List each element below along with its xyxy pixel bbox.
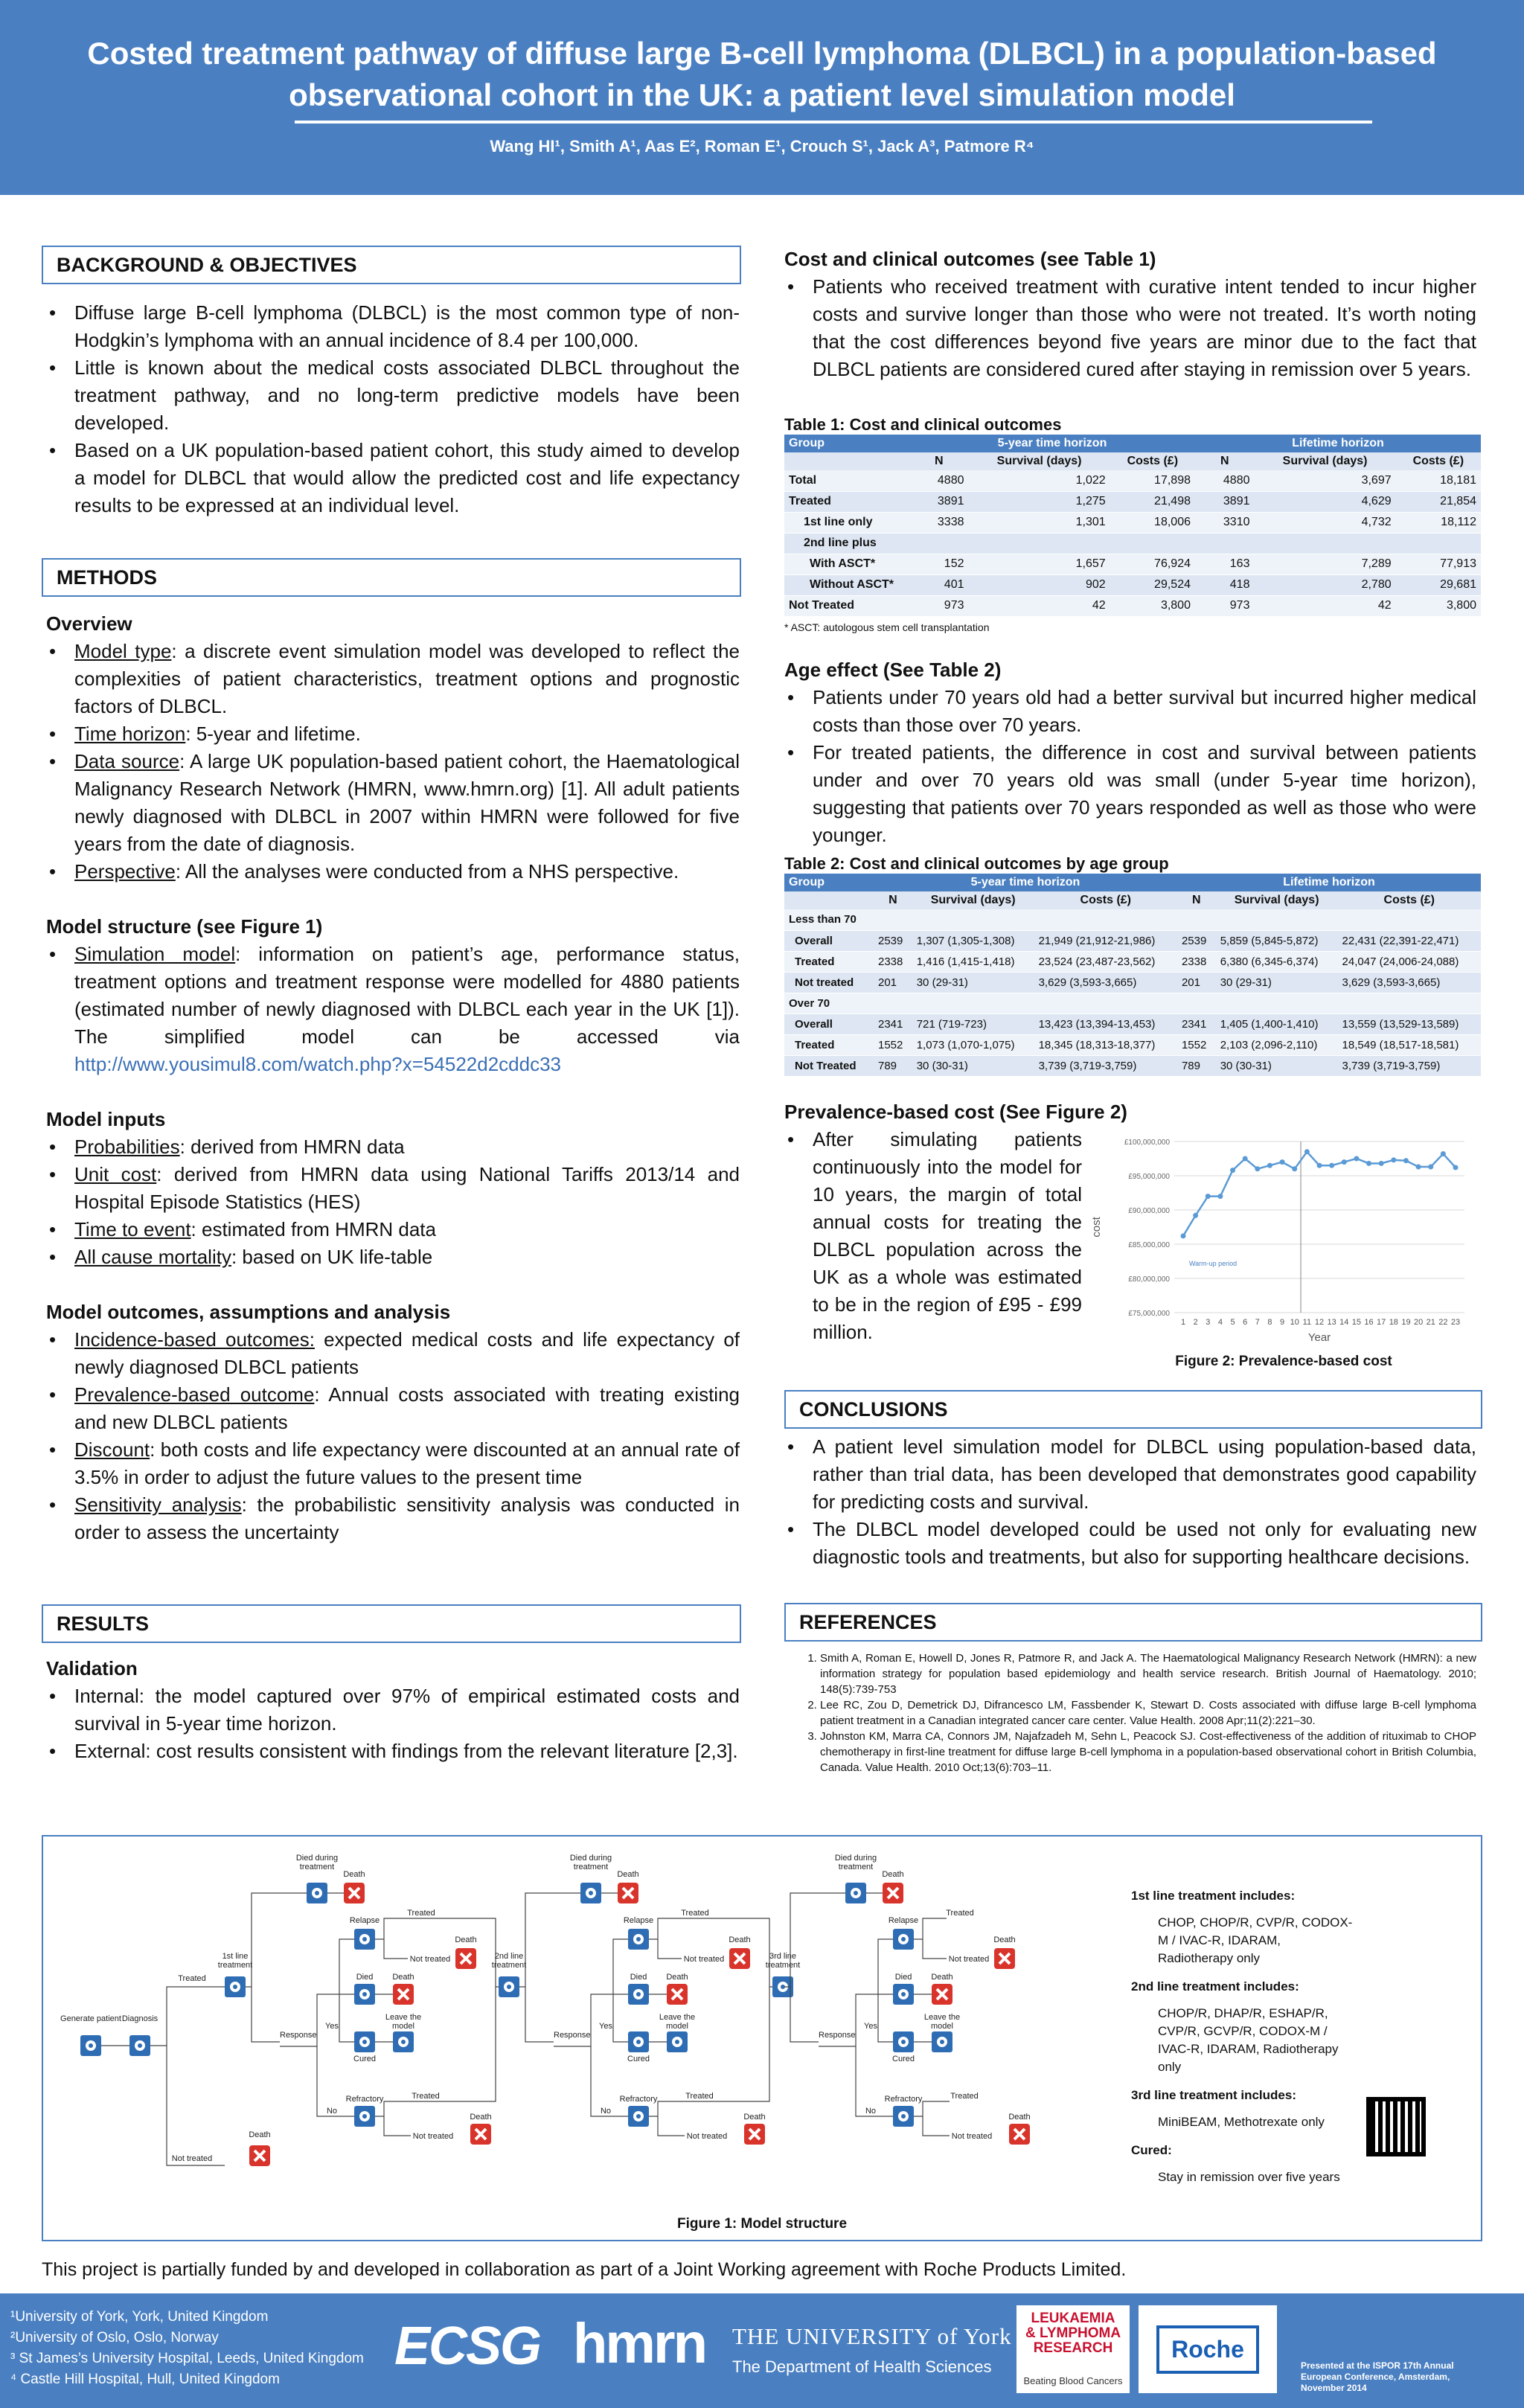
refractory-icon — [628, 2106, 649, 2127]
flow-connector — [384, 2116, 411, 2136]
flow-label: Death — [993, 1935, 1016, 1944]
cured-icon — [893, 2031, 914, 2052]
x-tick-label: 13 — [1327, 1318, 1336, 1327]
figure1-caption: Figure 1: Model structure — [676, 2216, 848, 2232]
x-tick-label: 7 — [1255, 1318, 1260, 1327]
outcome-item: • Discount: both costs and life expectancy were discounted at an annual rate of 3.5% in order to adjust the future values to the present time — [46, 1436, 740, 1491]
flow-label: Treated — [946, 1909, 974, 1918]
flow-label: Death — [455, 1935, 477, 1944]
x-tick-label: 18 — [1389, 1318, 1398, 1327]
data-point — [1255, 1166, 1260, 1171]
background-bullet: • Little is known about the medical costs associated DLBCL throughout the treatment pathway, and no long-term predictive models have been developed. — [46, 354, 740, 437]
data-point — [1441, 1151, 1446, 1156]
next-line-icon — [499, 1976, 519, 1997]
x-tick-label: 6 — [1243, 1318, 1248, 1327]
simulation-link[interactable]: http://www.yousimul8.com/watch.php?x=54522d2cddc33 — [74, 1053, 561, 1075]
flow-label: Response — [280, 2031, 317, 2040]
affiliation: ¹University of York, York, United Kingdom — [10, 2309, 269, 2325]
structure-item: • Simulation model: information on patient’s age, performance status, treatment options and treatment response were modelled for 4880 patients (estimated number of newly diagnosed with DLBCL each year in the UK [1]). The simplified model can be accessed via http://www.yousimul8.com/watch.php?x=54522d2cddc33 — [46, 941, 740, 1078]
inputs-title: Model inputs — [46, 1108, 166, 1130]
reference-item: 2. Lee RC, Zou D, Demetrick DJ, Difrancesco LM, Fassbender K, Stewart D. Costs associated with diffuse large B-cell lymphoma patient treatment in a Canadian integrated cancer care center. Value Health. 2008 Apr;11(2):221–30. — [820, 1697, 1476, 1729]
flow-connector — [375, 1918, 408, 1939]
prevalence-chart — [1085, 1127, 1482, 1350]
flow-label: Died during — [295, 1854, 339, 1863]
relapse-icon — [354, 1929, 375, 1950]
legend-text: CHOP, CHOP/R, CVP/R, CODOX-M / IVAC-R, IDARAM, Radiotherapy only — [1158, 1915, 1353, 1965]
result-bullet: • Internal: the model captured over 97% of empirical estimated costs and survival in 5-year time horizon. — [46, 1682, 740, 1738]
flow-label: Cured — [627, 2055, 650, 2063]
x-tick-label: 4 — [1217, 1318, 1223, 1327]
flow-connector — [878, 1939, 893, 1994]
affiliation: ⁴ Castle Hill Hospital, Hull, United Kingdom — [10, 2372, 280, 2387]
death-icon — [932, 1984, 952, 2005]
treatment-icon — [580, 1883, 601, 1903]
y-axis-label: cost — [1090, 1217, 1103, 1237]
y-tick-label: £75,000,000 — [1128, 1310, 1170, 1318]
y-tick-label: £90,000,000 — [1128, 1207, 1170, 1215]
y-tick-label: £85,000,000 — [1128, 1241, 1170, 1249]
flow-connector — [685, 1987, 769, 2101]
reference-item: 3. Johnston KM, Marra CA, Connors JM, Najafzadeh M, Sehn L, Peacock SJ. Cost-effectiveness of the addition of rituximab to CHOP chemotherapy in first-line treatment for diffuse large B-cell lymphoma in a population-based observational cohort in British Columbia, Canada. Value Health. 2010 Oct;13(6):703–11. — [820, 1729, 1476, 1775]
flow-connector — [375, 2101, 411, 2116]
outcomes-title: Model outcomes, assumptions and analysis — [46, 1301, 451, 1323]
x-tick-label: 21 — [1426, 1318, 1435, 1327]
table1-caption: Table 1: Cost and clinical outcomes — [784, 415, 1062, 434]
header-rule — [295, 121, 1372, 124]
data-point — [1428, 1165, 1433, 1170]
table2-row: Overall 2539 1,307 (1,305-1,308) 21,949 (21,912-21,986) 2539 5,859 (5,845-5,872) 22,431 (22,391-22,471) — [784, 930, 1481, 951]
flow-label: 2nd line — [494, 1952, 524, 1961]
prevalence-bullet: • After simulating patients continuously into the model for 10 years, the margin of total annual costs for treating the DLBCL population across the UK as a whole was estimated to be in the region of £95 - £99 million. — [784, 1126, 1082, 1346]
leave-model-icon — [667, 2031, 688, 2052]
x-tick-label: 10 — [1290, 1318, 1299, 1327]
flow-label: Relapse — [623, 1916, 654, 1925]
flow-label: Died — [356, 1973, 374, 1982]
table-2: Table 2: Cost and clinical outcomes by age group Group 5-year time horizon Lifetime horizon N Survival (days) Costs (£) N Survival (days) Costs (£) Less than 70 Overall 2539 1,307 (1,305-1,308) 21,949 (21,912-21,986) 2539 5,859 (5,845-5,872) 22,431 (22,391-22,471) Treated 2338 1,416 (1,415-1,418) 23,524 (23,487-23,562) 2338 6,380 (6,345-6,374) 24,047 (24,006-24,088) Not treated 201 30 (29-31) 3,629 (3,593-3,665) 201 30 (29-31) 3,629 (3,593-3,665) Over 70 Overall 2341 721 (719-723) 13,423 (13,394-13,453) 2341 1,405 (1,400-1,410) 13,559 (13,529-13,589) Treated 1552 1,073 (1,070-1,075) 18,345 (18,313-18,377) 1552 2,103 (2,096-2,110) 18,549 (18,517-18,581) Not Treated 789 30 (30-31) 3,739 (3,719-3,759) 789 30 (30-31) 3,739 (3,719-3,759) — [784, 854, 1481, 1077]
died-icon — [354, 1984, 375, 2005]
age-title: Age effect (See Table 2) — [784, 659, 1002, 681]
flow-label: Treated — [412, 2092, 440, 2101]
flow-label: 3rd line — [769, 1952, 797, 1961]
flow-label: 1st line — [222, 1952, 249, 1961]
x-tick-label: 8 — [1267, 1318, 1272, 1327]
input-item: • Time to event: estimated from HMRN data — [46, 1216, 740, 1243]
age-bullet: • Patients under 70 years old had a better survival but incurred higher medical costs than those over 70 years. — [784, 684, 1476, 739]
funding-statement: This project is partially funded by and developed in collaboration as part of a Joint Working agreement with Roche Products Limited. — [42, 2259, 1127, 2280]
figure-2 — [1085, 1127, 1482, 1374]
data-point — [1193, 1213, 1198, 1218]
data-point — [1354, 1156, 1359, 1162]
data-point — [1230, 1168, 1235, 1173]
flow-connector — [252, 1987, 280, 2042]
flow-label: Treated — [950, 2092, 979, 2101]
flow-label: treatment — [765, 1961, 801, 1970]
flow-label: Died during — [569, 1854, 612, 1863]
death-icon — [393, 1984, 414, 2005]
conclusion-bullet: • The DLBCL model developed could be used not only for evaluating new diagnostic tools and treatments, but also for supporting healthcare decisions. — [784, 1516, 1476, 1571]
methods-heading: METHODS — [42, 558, 741, 597]
flow-label: Death — [249, 2130, 271, 2139]
y-tick-label: £80,000,000 — [1128, 1275, 1170, 1284]
table1-footnote: * ASCT: autologous stem cell transplantation — [784, 621, 990, 633]
results-text — [46, 1655, 740, 1765]
death-icon — [344, 1883, 365, 1903]
legend-text: CHOP/R, DHAP/R, ESHAP/R, CVP/R, GCVP/R, CODOX-M / IVAC-R, IDARAM, Radiotherapy only — [1158, 2006, 1339, 2074]
data-point — [1217, 1194, 1223, 1199]
x-tick-label: 9 — [1280, 1318, 1285, 1327]
flow-label: Cured — [892, 2055, 915, 2063]
flow-connector — [150, 1987, 225, 2046]
data-point — [1206, 1194, 1211, 1199]
legend-text: Stay in remission over five years — [1158, 2170, 1340, 2184]
flow-label: Yes — [864, 2022, 877, 2031]
flow-connector — [649, 1918, 682, 1939]
roche-logo: Roche — [1139, 2305, 1277, 2393]
x-tick-label: 22 — [1438, 1318, 1448, 1327]
flow-connector — [339, 1939, 354, 1994]
x-tick-label: 16 — [1364, 1318, 1374, 1327]
treatment-icon — [845, 1883, 866, 1903]
flow-label: Death — [470, 2113, 492, 2122]
legend-title: 1st line treatment includes: — [1131, 1889, 1296, 1903]
flow-connector — [525, 1987, 554, 2042]
flow-label: Death — [343, 1870, 365, 1879]
flow-label: Death — [666, 1973, 688, 1982]
flow-label: No — [326, 2107, 338, 2116]
flow-connector — [856, 2046, 878, 2116]
background-bullet: • Diffuse large B-cell lymphoma (DLBCL) is the most common type of non-Hodgkin’s lymphoma with an annual incidence of 8.4 per 100,000. — [46, 299, 740, 354]
first-line-icon — [225, 1976, 246, 1997]
flow-connector — [878, 1994, 893, 2042]
flow-label: treatment — [491, 1961, 527, 1970]
flow-label: Death — [392, 1973, 414, 1982]
death-icon — [994, 1948, 1015, 1969]
flow-label: treatment — [217, 1961, 253, 1970]
data-point — [1280, 1159, 1285, 1165]
table1-row: Not Treated 973 42 3,800 973 42 3,800 — [784, 595, 1481, 616]
overview-item: • Perspective: All the analyses were conducted from a NHS perspective. — [46, 858, 740, 886]
x-tick-label: 12 — [1314, 1318, 1325, 1327]
leave-model-icon — [393, 2031, 414, 2052]
conclusion-bullet: • A patient level simulation model for DLBCL using population-based data, rather than trial data, has been developed that demonstrates good capability for predicting costs and survival. — [784, 1433, 1476, 1516]
death-icon — [729, 1948, 750, 1969]
data-point — [1379, 1161, 1384, 1166]
y-tick-label: £95,000,000 — [1128, 1173, 1170, 1181]
flow-label: Response — [819, 2031, 856, 2040]
age-bullet: • For treated patients, the difference in cost and survival between patients under and over 70 years old was small (under 5-year time horizon), suggesting that patients over 70 years responded as well as those who were younger. — [784, 739, 1476, 849]
treatment-icon — [307, 1883, 327, 1903]
legend-title: 3rd line treatment includes: — [1131, 2088, 1296, 2102]
flow-label: Generate patient — [60, 2014, 121, 2023]
flow-label: Relapse — [349, 1916, 380, 1925]
table2-section: Less than 70 — [784, 909, 1481, 930]
flow-label: Treated — [681, 1909, 709, 1918]
overview-item: • Model type: a discrete event simulation model was developed to reflect the complexities of patient characteristics, treatment options and prognostic factors of DLBCL. — [46, 638, 740, 720]
cured-icon — [628, 2031, 649, 2052]
affiliations — [10, 2307, 397, 2390]
flow-connector — [317, 2046, 339, 2116]
y-tick-label: £100,000,000 — [1124, 1139, 1170, 1147]
result-bullet: • External: cost results consistent with findings from the relevant literature [2,3]. — [46, 1738, 740, 1765]
death-icon — [744, 2124, 765, 2145]
flow-connector — [682, 1918, 772, 1987]
flow-connector — [408, 1918, 499, 1987]
flow-connector — [658, 2116, 685, 2136]
table1-row: Treated 3891 1,275 21,498 3891 4,629 21,854 — [784, 491, 1481, 512]
x-tick-label: 15 — [1351, 1318, 1362, 1327]
cured-icon — [354, 2031, 375, 2052]
data-point — [1304, 1149, 1310, 1154]
legend-title: 2nd line treatment includes: — [1131, 1979, 1299, 1994]
flow-label: Not treated — [412, 2132, 454, 2141]
input-item: • All cause mortality: based on UK life-table — [46, 1243, 740, 1271]
x-tick-label: 17 — [1377, 1318, 1386, 1327]
flow-connector — [649, 2101, 685, 2116]
death-icon — [883, 1883, 903, 1903]
died-icon — [893, 1984, 914, 2005]
table1-row: Without ASCT* 401 902 29,524 418 2,780 29,681 — [784, 574, 1481, 595]
data-point — [1181, 1233, 1186, 1238]
data-point — [1366, 1161, 1371, 1166]
table1-row: 1st line only 3338 1,301 18,006 3310 4,732 18,112 — [784, 512, 1481, 533]
validation-title: Validation — [46, 1657, 138, 1679]
death-icon — [667, 1984, 688, 2005]
flow-label: Not treated — [409, 1955, 451, 1964]
table2-row: Treated 1552 1,073 (1,070-1,075) 18,345 (18,313-18,377) 1552 2,103 (2,096-2,110) 18,549 (18,517-18,581) — [784, 1034, 1481, 1055]
input-item: • Probabilities: derived from HMRN data — [46, 1133, 740, 1161]
diagnosis-icon — [129, 2035, 150, 2056]
flow-label: Diagnosis — [121, 2014, 159, 2023]
prevalence-title: Prevalence-based cost (See Figure 2) — [784, 1101, 1127, 1123]
x-tick-label: 1 — [1180, 1318, 1186, 1327]
ecsg-logo: ECSG — [394, 2316, 541, 2376]
references-heading: REFERENCES — [784, 1603, 1482, 1642]
flow-label: Not treated — [948, 1955, 990, 1964]
overview-item: • Data source: A large UK population-based patient cohort, the Haematological Malignancy Research Network (HMRN, www.hmrn.org) [1]. All adult patients newly diagnosed with DLBCL in 2007 within HMRN were followed for five years from the date of diagnosis. — [46, 748, 740, 858]
table2-row: Not Treated 789 30 (30-31) 3,739 (3,719-3,759) 789 30 (30-31) 3,739 (3,719-3,759) — [784, 1055, 1481, 1076]
cost-section — [784, 246, 1476, 383]
flow-label: Died — [894, 1973, 912, 1982]
input-item: • Unit cost: derived from HMRN data using National Tariffs 2013/14 and Hospital Episode Statistics (HES) — [46, 1161, 740, 1216]
conclusions-text — [784, 1433, 1476, 1571]
flow-label: Death — [882, 1870, 904, 1879]
flow-connector — [411, 1987, 496, 2101]
warmup-annotation: Warm-up period — [1189, 1260, 1238, 1268]
table2-row: Treated 2338 1,416 (1,415-1,418) 23,524 (23,487-23,562) 2338 6,380 (6,345-6,374) 24,047 (24,006-24,088) — [784, 951, 1481, 972]
structure-title: Model structure (see Figure 1) — [46, 915, 323, 938]
flow-label: Yes — [325, 2022, 339, 2031]
poster-title — [45, 33, 1479, 116]
affiliation: ²University of Oslo, Oslo, Norway — [10, 2330, 219, 2345]
background-bullet: • Based on a UK population-based patient cohort, this study aimed to develop a model for DLBCL that would allow the predicted cost and life expectancy results to be expressed at an individual level. — [46, 437, 740, 519]
conclusions-heading: CONCLUSIONS — [784, 1390, 1482, 1429]
flow-connector — [519, 1893, 580, 1987]
data-point — [1342, 1159, 1347, 1165]
table1-row: Total 4880 1,022 17,898 4880 3,697 18,181 — [784, 470, 1481, 491]
flow-label: Refractory — [619, 2095, 658, 2104]
flow-label: Treated — [685, 2092, 714, 2101]
data-point — [1403, 1158, 1409, 1163]
table2-caption: Table 2: Cost and clinical outcomes by age group — [784, 854, 1169, 873]
flow-label: Yes — [599, 2022, 612, 2031]
died-icon — [628, 1984, 649, 2005]
model-structure-diagram — [48, 1841, 1134, 2213]
background-text — [46, 299, 740, 519]
flow-label: Died — [630, 1973, 647, 1982]
flow-label: model — [666, 2022, 688, 2031]
flow-label: Death — [931, 1973, 953, 1982]
leave-model-icon — [932, 2031, 952, 2052]
flow-connector — [591, 2046, 613, 2116]
flow-connector — [914, 1918, 947, 1939]
flow-label: Death — [1008, 2113, 1031, 2122]
death-icon — [1009, 2124, 1030, 2145]
refractory-icon — [893, 2106, 914, 2127]
flow-label: No — [865, 2107, 877, 2116]
generate-patient-icon — [80, 2035, 101, 2056]
flow-connector — [339, 1994, 354, 2042]
references-list — [784, 1650, 1476, 1775]
llr-logo: LEUKAEMIA & LYMPHOMA RESEARCH Beating Blood Cancers — [1016, 2305, 1130, 2393]
flow-label: Treated — [178, 1974, 206, 1983]
cost-bullet: • Patients who received treatment with curative intent tended to incur higher costs and survive longer than those who were not treated. It’s worth noting that the cost differences beyond five years are minor due to the fact that DLBCL patients are considered cured after staying in remission over 5 years. — [784, 273, 1476, 383]
affiliation: ³ St James’s University Hospital, Leeds, United Kingdom — [10, 2351, 364, 2366]
title-line-1: Costed treatment pathway of diffuse large B-cell lymphoma (DLBCL) in a population-based — [87, 36, 1437, 71]
relapse-icon — [893, 1929, 914, 1950]
table2-row: Not treated 201 30 (29-31) 3,629 (3,593-3,665) 201 30 (29-31) 3,629 (3,593-3,665) — [784, 972, 1481, 993]
legend-text: MiniBEAM, Methotrexate only — [1158, 2115, 1325, 2129]
figure-1 — [42, 1835, 1482, 2241]
data-point — [1329, 1163, 1334, 1168]
flow-connector — [613, 1994, 628, 2042]
outcome-item: • Prevalence-based outcome: Annual costs associated with treating existing and new DLBCL patients — [46, 1381, 740, 1436]
flow-connector — [923, 2116, 950, 2136]
data-point — [1453, 1165, 1459, 1170]
outcome-item: • Sensitivity analysis: the probabilistic sensitivity analysis was conducted in order to assess the uncertainty — [46, 1491, 740, 1546]
legend-title: Cured: — [1131, 2143, 1172, 2157]
x-tick-label: 3 — [1206, 1318, 1211, 1327]
flow-connector — [784, 1893, 845, 1987]
presented-note: Presented at the ISPOR 17th Annual European Conference, Amsterdam, November 2014 — [1301, 2360, 1454, 2393]
data-point — [1317, 1163, 1322, 1168]
x-tick-label: 2 — [1193, 1318, 1198, 1327]
table1-row: With ASCT* 152 1,657 76,924 163 7,289 77,913 — [784, 554, 1481, 574]
flow-label: No — [600, 2107, 612, 2116]
flow-label: Relapse — [888, 1916, 919, 1925]
flow-label: Refractory — [884, 2095, 923, 2104]
flow-label: Cured — [353, 2055, 376, 2063]
flow-label: Leave the — [385, 2013, 422, 2022]
flow-label: Not treated — [686, 2132, 728, 2141]
flow-label: Not treated — [683, 1955, 725, 1964]
x-tick-label: 20 — [1413, 1318, 1424, 1327]
flow-label: Died during — [834, 1854, 877, 1863]
refractory-icon — [354, 2106, 375, 2127]
x-axis-label: Year — [1307, 1331, 1331, 1344]
x-tick-label: 23 — [1450, 1318, 1461, 1327]
flow-connector — [914, 2101, 950, 2116]
outcome-item: • Incidence-based outcomes: expected medical costs and life expectancy of newly diagnosed DLBCL patients — [46, 1326, 740, 1381]
figure2-caption: Figure 2: Prevalence-based cost — [1175, 1354, 1392, 1369]
flow-label: Not treated — [951, 2132, 993, 2141]
relapse-icon — [628, 1929, 649, 1950]
flow-label: Death — [743, 2113, 766, 2122]
flow-connector — [167, 2046, 225, 2165]
background-heading: BACKGROUND & OBJECTIVES — [42, 246, 741, 284]
flow-label: Refractory — [345, 2095, 384, 2104]
flow-label: model — [931, 2022, 953, 2031]
flow-label: model — [392, 2022, 414, 2031]
table2-row: Overall 2341 721 (719-723) 13,423 (13,394-13,453) 2341 1,405 (1,400-1,410) 13,559 (13,529-13,589) — [784, 1014, 1481, 1034]
results-heading: RESULTS — [42, 1604, 741, 1643]
data-point — [1243, 1156, 1248, 1162]
hmrn-logo: hmrn — [573, 2312, 705, 2375]
flow-label: Not treated — [171, 2154, 213, 2163]
qr-code[interactable] — [1366, 2097, 1426, 2156]
flow-label: Death — [729, 1935, 751, 1944]
flow-label: Leave the — [659, 2013, 696, 2022]
death-icon — [249, 2145, 270, 2166]
flow-connector — [658, 1939, 682, 1959]
data-point — [1267, 1163, 1272, 1168]
flow-label: Treated — [407, 1909, 435, 1918]
data-point — [1292, 1166, 1297, 1171]
flow-connector — [246, 1893, 307, 1987]
table2-section: Over 70 — [784, 993, 1481, 1014]
prevalence-section — [784, 1098, 1127, 1346]
data-point — [1416, 1165, 1421, 1170]
flow-connector — [923, 1939, 947, 1959]
title-line-2: observational cohort in the UK: a patient level simulation model — [289, 77, 1235, 112]
flow-connector — [613, 1939, 628, 1994]
flow-connector — [790, 1987, 819, 2042]
table1-row: 2nd line plus — [784, 533, 1481, 554]
death-icon — [470, 2124, 491, 2145]
flow-label: treatment — [573, 1863, 609, 1871]
table-1: Table 1: Cost and clinical outcomes Group 5-year time horizon Lifetime horizon N Survival (days) Costs (£) N Survival (days) Costs (£) Total 4880 1,022 17,898 4880 3,697 18,181 Treated 3891 1,275 21,498 3891 4,629 21,854 1st line only 3338 1,301 18,006 3310 4,732 18,112 2nd line plus With ASCT* 152 1,657 76,924 163 7,289 77,913 Without ASCT* 401 902 29,524 418 2,780 29,681 Not Treated 973 42 3,800 973 42 3,800 * ASCT: autologous stem cell transplantation — [784, 415, 1481, 633]
flow-label: treatment — [299, 1863, 335, 1871]
flow-connector — [384, 1939, 408, 1959]
cost-title: Cost and clinical outcomes (see Table 1) — [784, 248, 1156, 270]
flow-label: Death — [617, 1870, 639, 1879]
age-section — [784, 656, 1476, 849]
york-logo: THE UNIVERSITY of York The Department of Health Sciences — [732, 2323, 1012, 2376]
x-tick-label: 5 — [1230, 1318, 1235, 1327]
methods-text — [46, 610, 740, 1546]
death-icon — [618, 1883, 638, 1903]
authors: Wang HI¹, Smith A¹, Aas E², Roman E¹, Crouch S¹, Jack A³, Patmore R⁴ — [490, 137, 1034, 156]
overview-title: Overview — [46, 612, 132, 635]
flow-label: treatment — [838, 1863, 874, 1871]
x-tick-label: 19 — [1401, 1318, 1411, 1327]
data-point — [1391, 1157, 1396, 1162]
flow-label: Leave the — [923, 2013, 961, 2022]
x-tick-label: 14 — [1339, 1318, 1349, 1327]
flow-label: Response — [554, 2031, 591, 2040]
x-tick-label: 11 — [1302, 1318, 1312, 1327]
reference-item: 1. Smith A, Roman E, Howell D, Jones R, Patmore R, and Jack A. The Haematological Malignancy Research Network (HMRN): a new information strategy for population based epidemiology and health service research. British Journal of Haematology. 2010; 148(5):739-753 — [820, 1650, 1476, 1697]
overview-item: • Time horizon: 5-year and lifetime. — [46, 720, 740, 748]
death-icon — [455, 1948, 476, 1969]
